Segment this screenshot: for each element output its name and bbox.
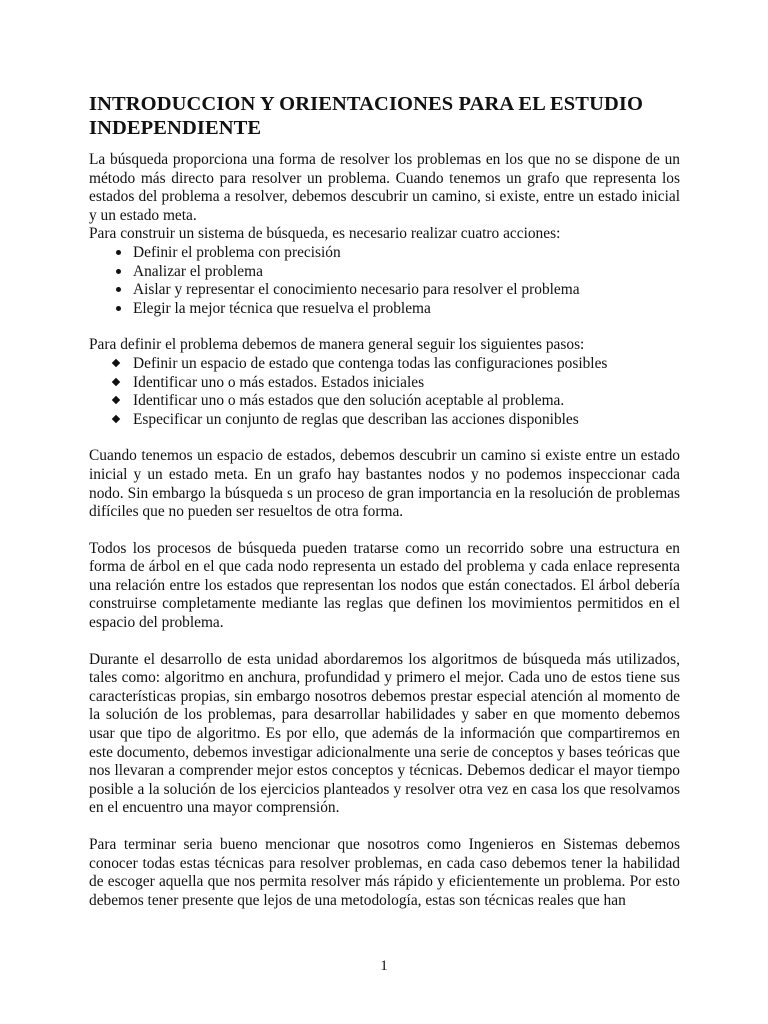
list-item-text: Especificar un conjunto de reglas que describan las acciones disponibles [133,410,579,428]
spacer [89,318,680,336]
list-item-text: Elegir la mejor técnica que resuelva el problema [133,299,431,317]
spacer [89,522,680,540]
bullet-icon [111,281,125,300]
bullet-icon [111,300,125,319]
intro-paragraph: La búsqueda proporciona una forma de resolver los problemas en los que no se dispone de un método más directo para resolver un problema. Cuando tenemos un grafo que representa los estados del problema a resolver, debemos descubrir un camino, si existe, entre un estado inicial y un estado meta. [89,151,680,224]
list-item-text: Identificar uno o más estados. Estados iniciales [133,373,425,391]
steps-list [89,355,680,429]
spacer [89,429,680,447]
document-page [89,92,680,910]
spacer [89,633,680,651]
page-number: 1 [380,958,388,974]
list-item [89,392,680,411]
diamond-bullet-icon [109,411,123,430]
list-item [89,411,680,430]
actions-intro: Para construir un sistema de búsqueda, es necesario realizar cuatro acciones: [89,225,561,243]
document-title: INTRODUCCION Y ORIENTACIONES PARA EL ESTUDIO INDEPENDIENTE [89,93,644,139]
list-item [89,263,680,282]
list-item [89,300,680,319]
unit-paragraph: Durante el desarrollo de esta unidad abordaremos los algoritmos de búsqueda más utilizados, tales como: algoritmo en anchura, profundidad y primero el mejor. Cada uno de estos tiene sus características propias, sin embargo nosotros debemos prestar especial atención al momento de la solución de los problemas, para desarrollar habilidades y saber en que momento debemos usar que tipo de algoritmo. Es por ello, que además de la información que compartiremos en este documento, debemos investigar adicionalmente una serie de conceptos y bases teóricas que nos llevaran a comprender mejor estos conceptos y técnicas. Debemos dedicar el mayor tiempo posible a la solución de los ejercicios planteados y resolver otra vez en casa los que resolvamos en el encuentro una mayor comprensión. [89,650,680,817]
spacer [89,818,680,836]
list-item-text: Definir el problema con precisión [133,243,341,261]
states-paragraph: Cuando tenemos un espacio de estados, debemos descubrir un camino si existe entre un estado inicial y un estado meta. En un grafo hay bastantes nodos y no podemos inspeccionar cada nodo. Sin embargo la búsqueda s un proceso de gran importancia en la resolución de problemas difíciles que no pueden ser resueltos de otra forma. [89,447,680,521]
diamond-bullet-icon [109,355,123,374]
list-item [89,355,680,374]
actions-list [89,244,680,318]
list-item-text: Definir un espacio de estado que contenga todas las configuraciones posibles [133,354,608,372]
list-item [89,374,680,393]
list-item-text: Identificar uno o más estados que den solución aceptable al problema. [133,392,565,410]
bullet-icon [111,244,125,263]
list-item-text: Aislar y representar el conocimiento necesario para resolver el problema [133,281,580,299]
bullet-icon [111,263,125,282]
list-item-text: Analizar el problema [133,262,263,280]
diamond-bullet-icon [109,392,123,411]
tree-paragraph: Todos los procesos de búsqueda pueden tratarse como un recorrido sobre una estructura en forma de árbol en el que cada nodo representa un estado del problema y cada enlace representa una relación entre los estados que representan los nodos que están conectados. El árbol debería construirse completamente mediante las reglas que definen los movimientos permitidos en el espacio del problema. [89,539,680,632]
list-item [89,244,680,263]
steps-intro: Para definir el problema debemos de manera general seguir los siguientes pasos: [89,336,585,354]
closing-paragraph: Para terminar seria bueno mencionar que nosotros como Ingenieros en Sistemas debemos conocer todas estas técnicas para resolver problemas, en cada caso debemos tener la habilidad de escoger aquella que nos permita resolver más rápido y eficientemente un problema. Por esto debemos tener presente que lejos de una metodología, estas son técnicas reales que han [89,836,680,909]
diamond-bullet-icon [109,374,123,393]
list-item [89,281,680,300]
